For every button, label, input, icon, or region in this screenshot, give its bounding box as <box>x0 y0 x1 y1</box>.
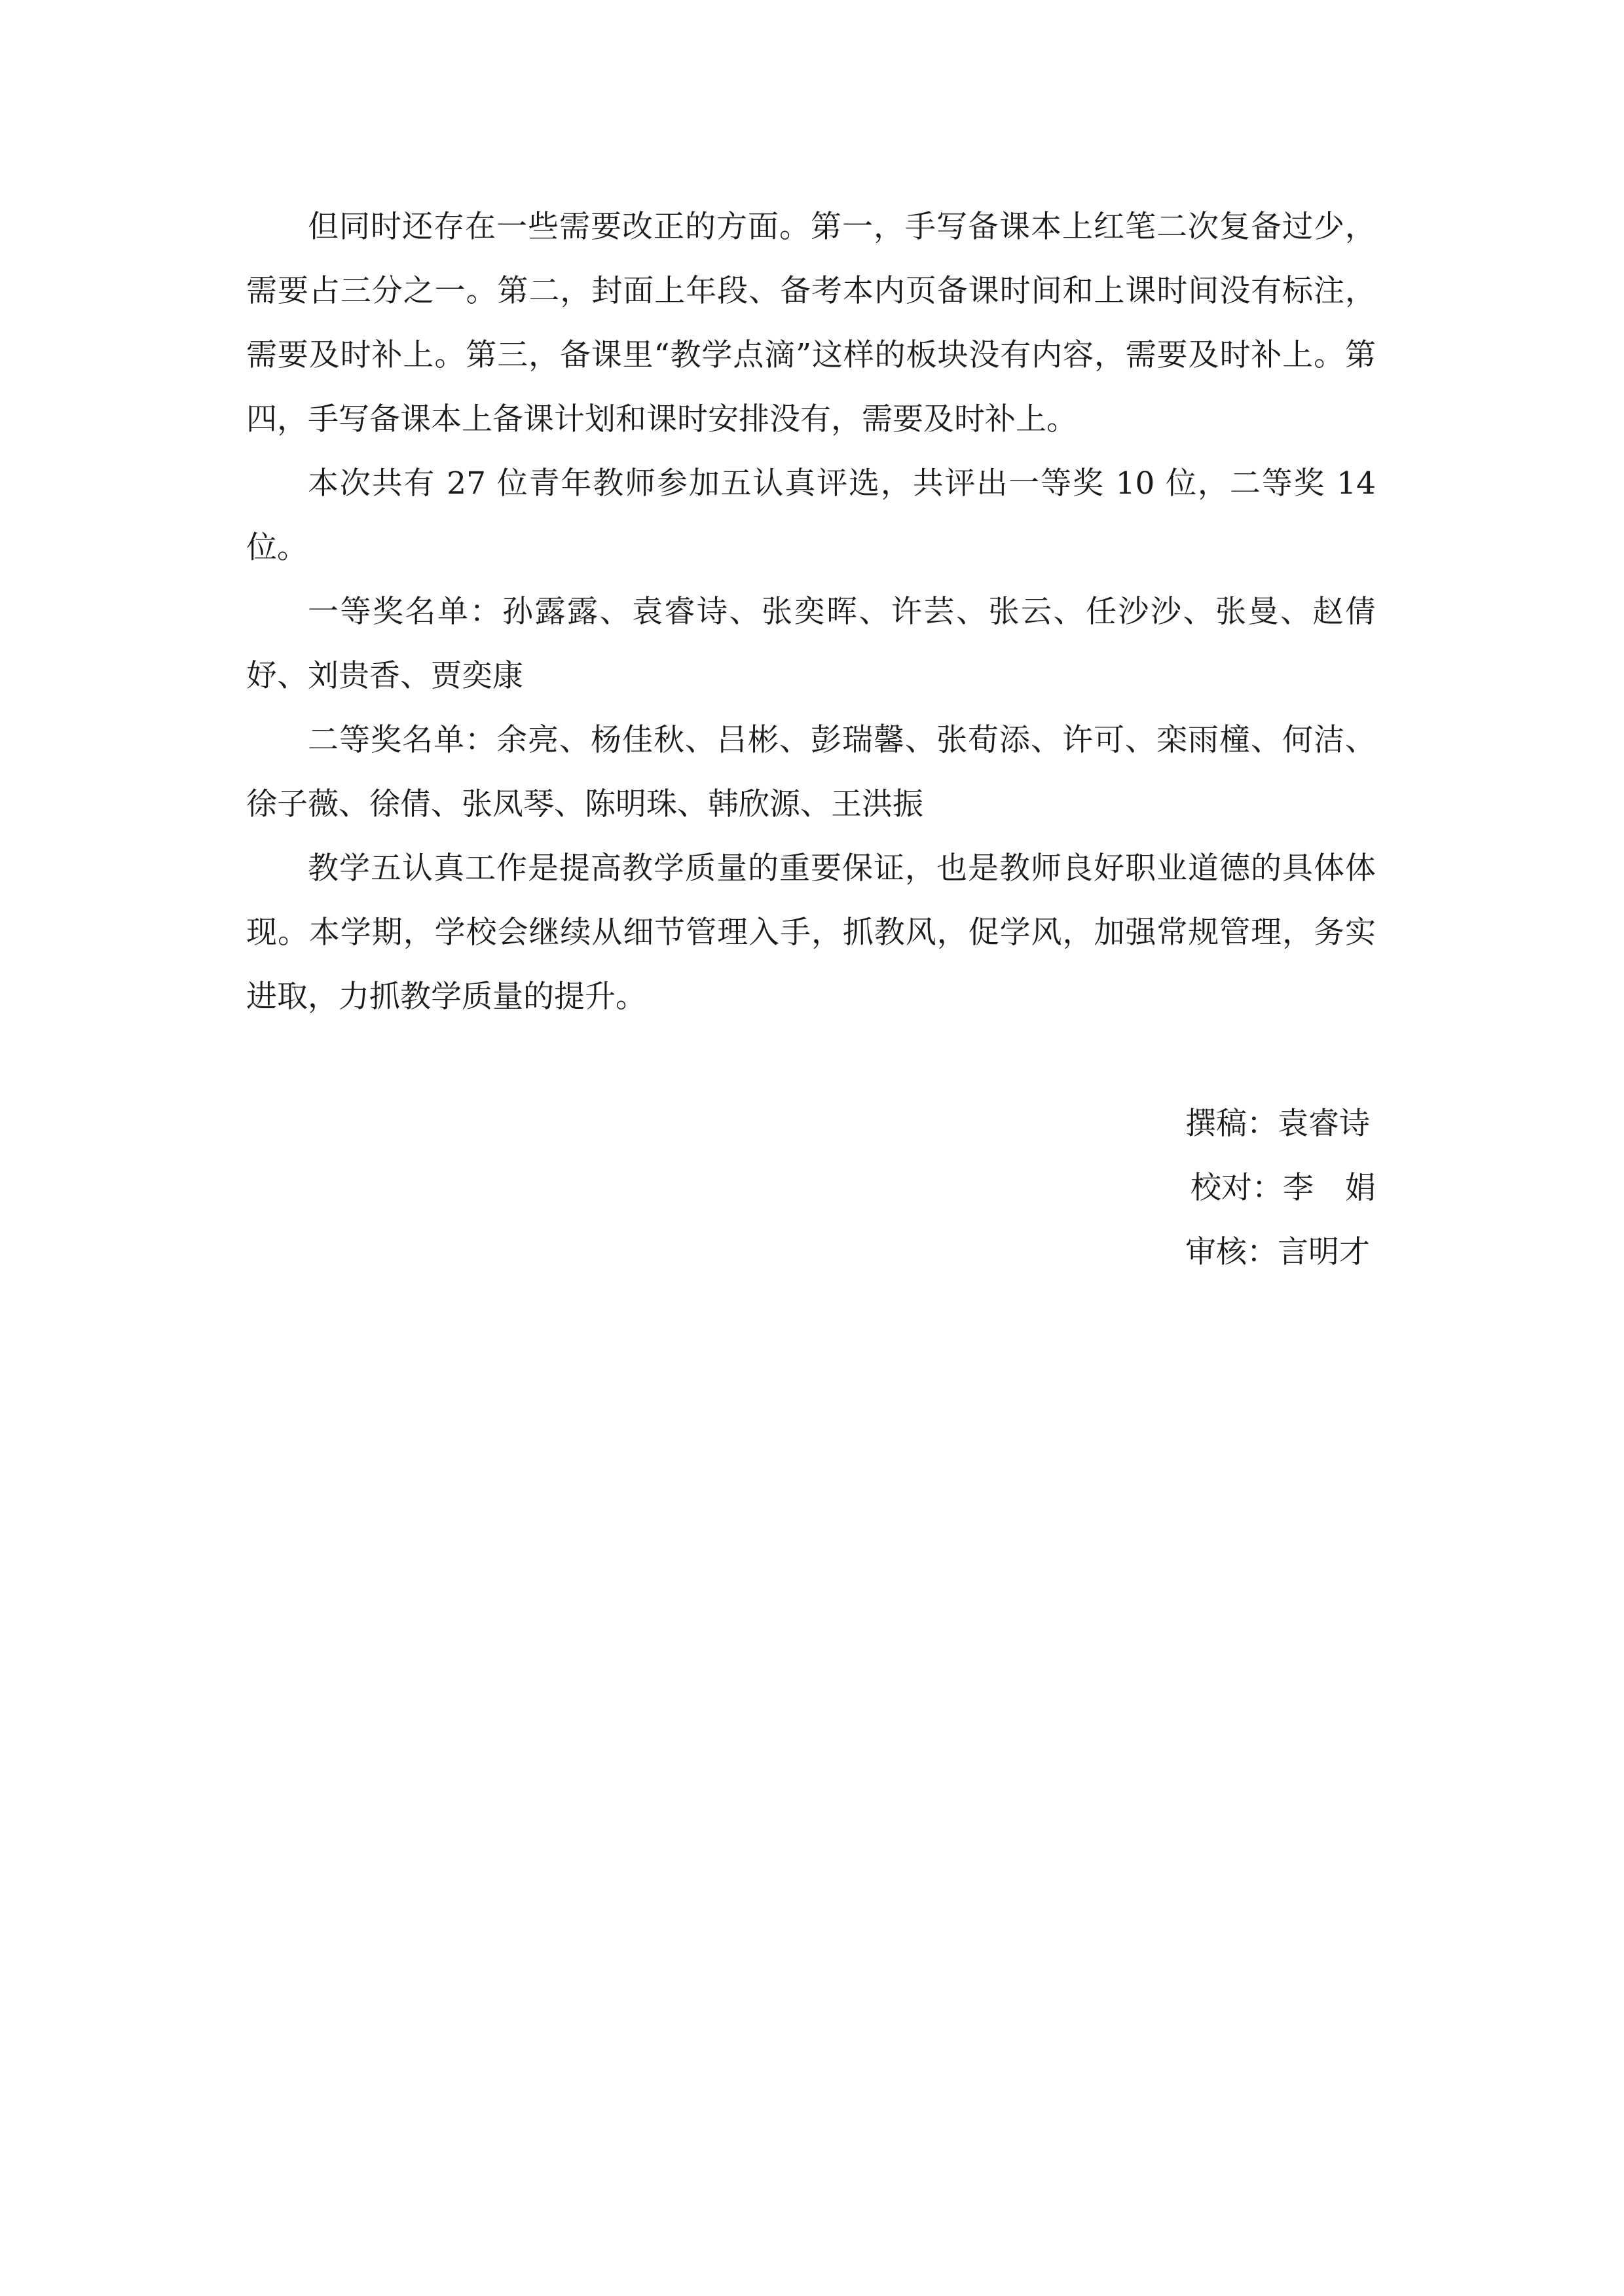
author-name: 袁睿诗 <box>1278 1106 1370 1142</box>
proofreader-label: 校对： <box>1190 1170 1283 1206</box>
document-body <box>246 195 1376 1029</box>
reviewer-name: 言明才 <box>1278 1234 1370 1270</box>
author-line <box>1185 1092 1376 1156</box>
signature-block <box>1185 1092 1407 1285</box>
paragraph-second-prize: 二等奖名单：余亮、杨佳秋、吕彬、彭瑞馨、张荀添、许可、栾雨橦、何洁、徐子薇、徐倩、张凤琴、陈明珠、韩欣源、王洪振 <box>246 722 1376 822</box>
paragraph-corrections: 但同时还存在一些需要改正的方面。第一，手写备课本上红笔二次复备过少，需要占三分之一。第二，封面上年段、备考本内页备课时间和上课时间没有标注，需要及时补上。第三，备课里“教学点滴”这样的板块没有内容，需要及时补上。第四，手写备课本上备课计划和课时安排没有，需要及时补上。 <box>246 209 1376 437</box>
author-label: 撰稿： <box>1185 1106 1278 1142</box>
paragraph-conclusion: 教学五认真工作是提高教学质量的重要保证，也是教师良好职业道德的具体体现。本学期，学校会继续从细节管理入手，抓教风，促学风，加强常规管理，务实进取，力抓教学质量的提升。 <box>246 850 1376 1015</box>
paragraph-first-prize: 一等奖名单：孙露露、袁睿诗、张奕晖、许芸、张云、任沙沙、张曼、赵倩妤、刘贵香、贾奕康 <box>246 594 1376 694</box>
reviewer-label: 审核： <box>1185 1234 1278 1270</box>
reviewer-line <box>1185 1220 1376 1285</box>
proofreader-name: 李娟 <box>1283 1170 1407 1206</box>
proofreader-line <box>1185 1156 1407 1220</box>
paragraph-participants: 本次共有 27 位青年教师参加五认真评选，共评出一等奖 10 位，二等奖 14 位。 <box>246 465 1376 566</box>
